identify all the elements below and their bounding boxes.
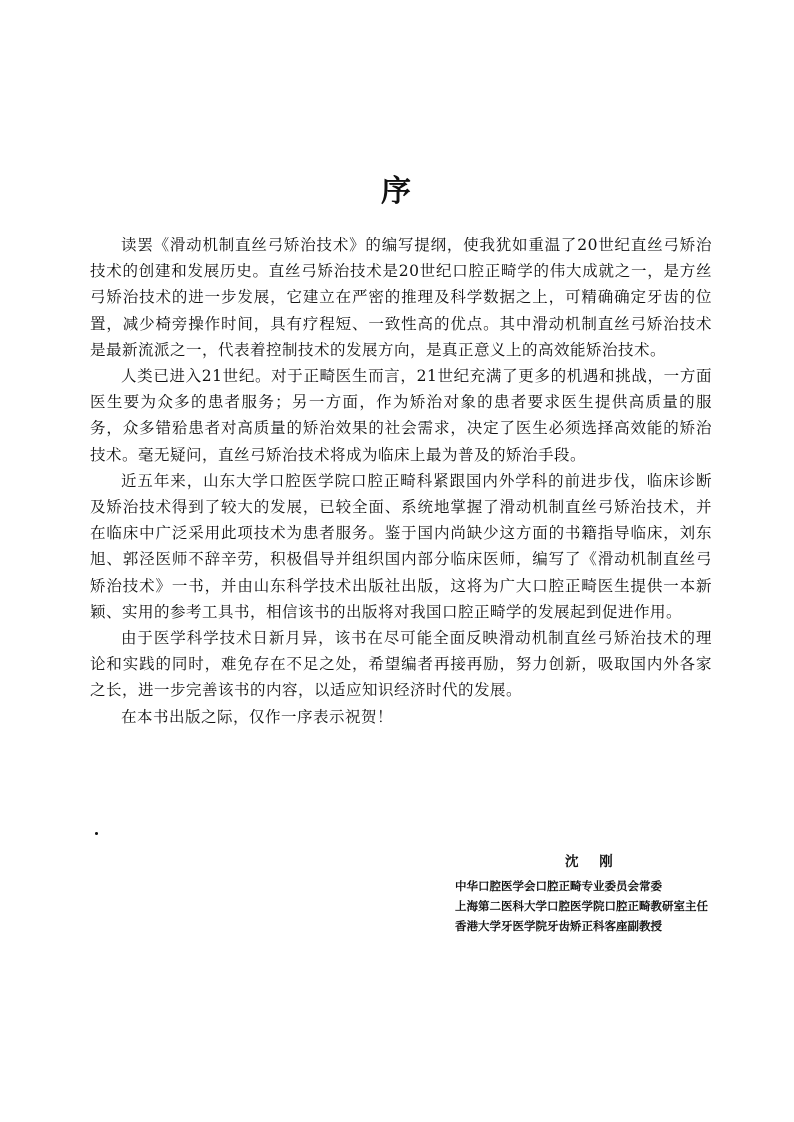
- paragraph-4: 由于医学科学技术日新月异，该书在尽可能全面反映滑动机制直丝弓矫治技术的理论和实践的同时，难免存在不足之处，希望编者再接再励，努力创新，吸取国内外各家之长，进一步完善该书的内容，以适应知识经济时代的发展。: [90, 629, 712, 700]
- preface-body: [90, 232, 712, 730]
- stray-mark: [95, 832, 98, 835]
- signature-title-1: 中华口腔医学会口腔正畸专业委员会常委: [455, 879, 662, 893]
- signature-title-3: 香港大学牙医学院牙齿矫正科客座副教授: [455, 919, 662, 933]
- paragraph-3: 近五年来，山东大学口腔医学院口腔正畸科紧跟国内外学科的前进步伐，临床诊断及矫治技术得到了较大的发展，已较全面、系统地掌握了滑动机制直丝弓矫治技术，并在临床中广泛采用此项技术为患者服务。鉴于国内尚缺少这方面的书籍指导临床，刘东旭、郭泾医师不辞辛劳，积极倡导并组织国内部分临床医师，编写了《滑动机制直丝弓矫治技术》一书，并由山东科学技术出版社出版，这将为广大口腔正畸医生提供一本新颖、实用的参考工具书，相信该书的出版将对我国口腔正畸学的发展起到促进作用。: [90, 471, 712, 621]
- signature-name: 沈 刚: [565, 854, 621, 870]
- signature-title-2: 上海第二医科大学口腔医学院口腔正畸教研室主任: [455, 899, 708, 913]
- paragraph-1: 读罢《滑动机制直丝弓矫治技术》的编写提纲，使我犹如重温了20世纪直丝弓矫治技术的创建和发展历史。直丝弓矫治技术是20世纪口腔正畸学的伟大成就之一，是方丝弓矫治技术的进一步发展，它建立在严密的推理及科学数据之上，可精确确定牙齿的位置，减少椅旁操作时间，具有疗程短、一致性高的优点。其中滑动机制直丝弓矫治技术是最新流派之一，代表着控制技术的发展方向，是真正意义上的高效能矫治技术。: [90, 236, 712, 359]
- page-title: 序: [381, 174, 413, 209]
- paragraph-5: 在本书出版之际，仅作一序表示祝贺！: [121, 707, 394, 726]
- paragraph-2: 人类已进入21世纪。对于正畸医生而言，21世纪充满了更多的机遇和挑战，一方面医生要为众多的患者服务；另一方面，作为矫治对象的患者要求医生提供高质量的服务，众多错𬌗患者对高质量的矫治效果的社会需求，决定了医生必须选择高效能的矫治技术。毫无疑问，直丝弓矫治技术将成为临床上最为普及的矫治手段。: [90, 367, 712, 464]
- signature-block: [455, 852, 775, 936]
